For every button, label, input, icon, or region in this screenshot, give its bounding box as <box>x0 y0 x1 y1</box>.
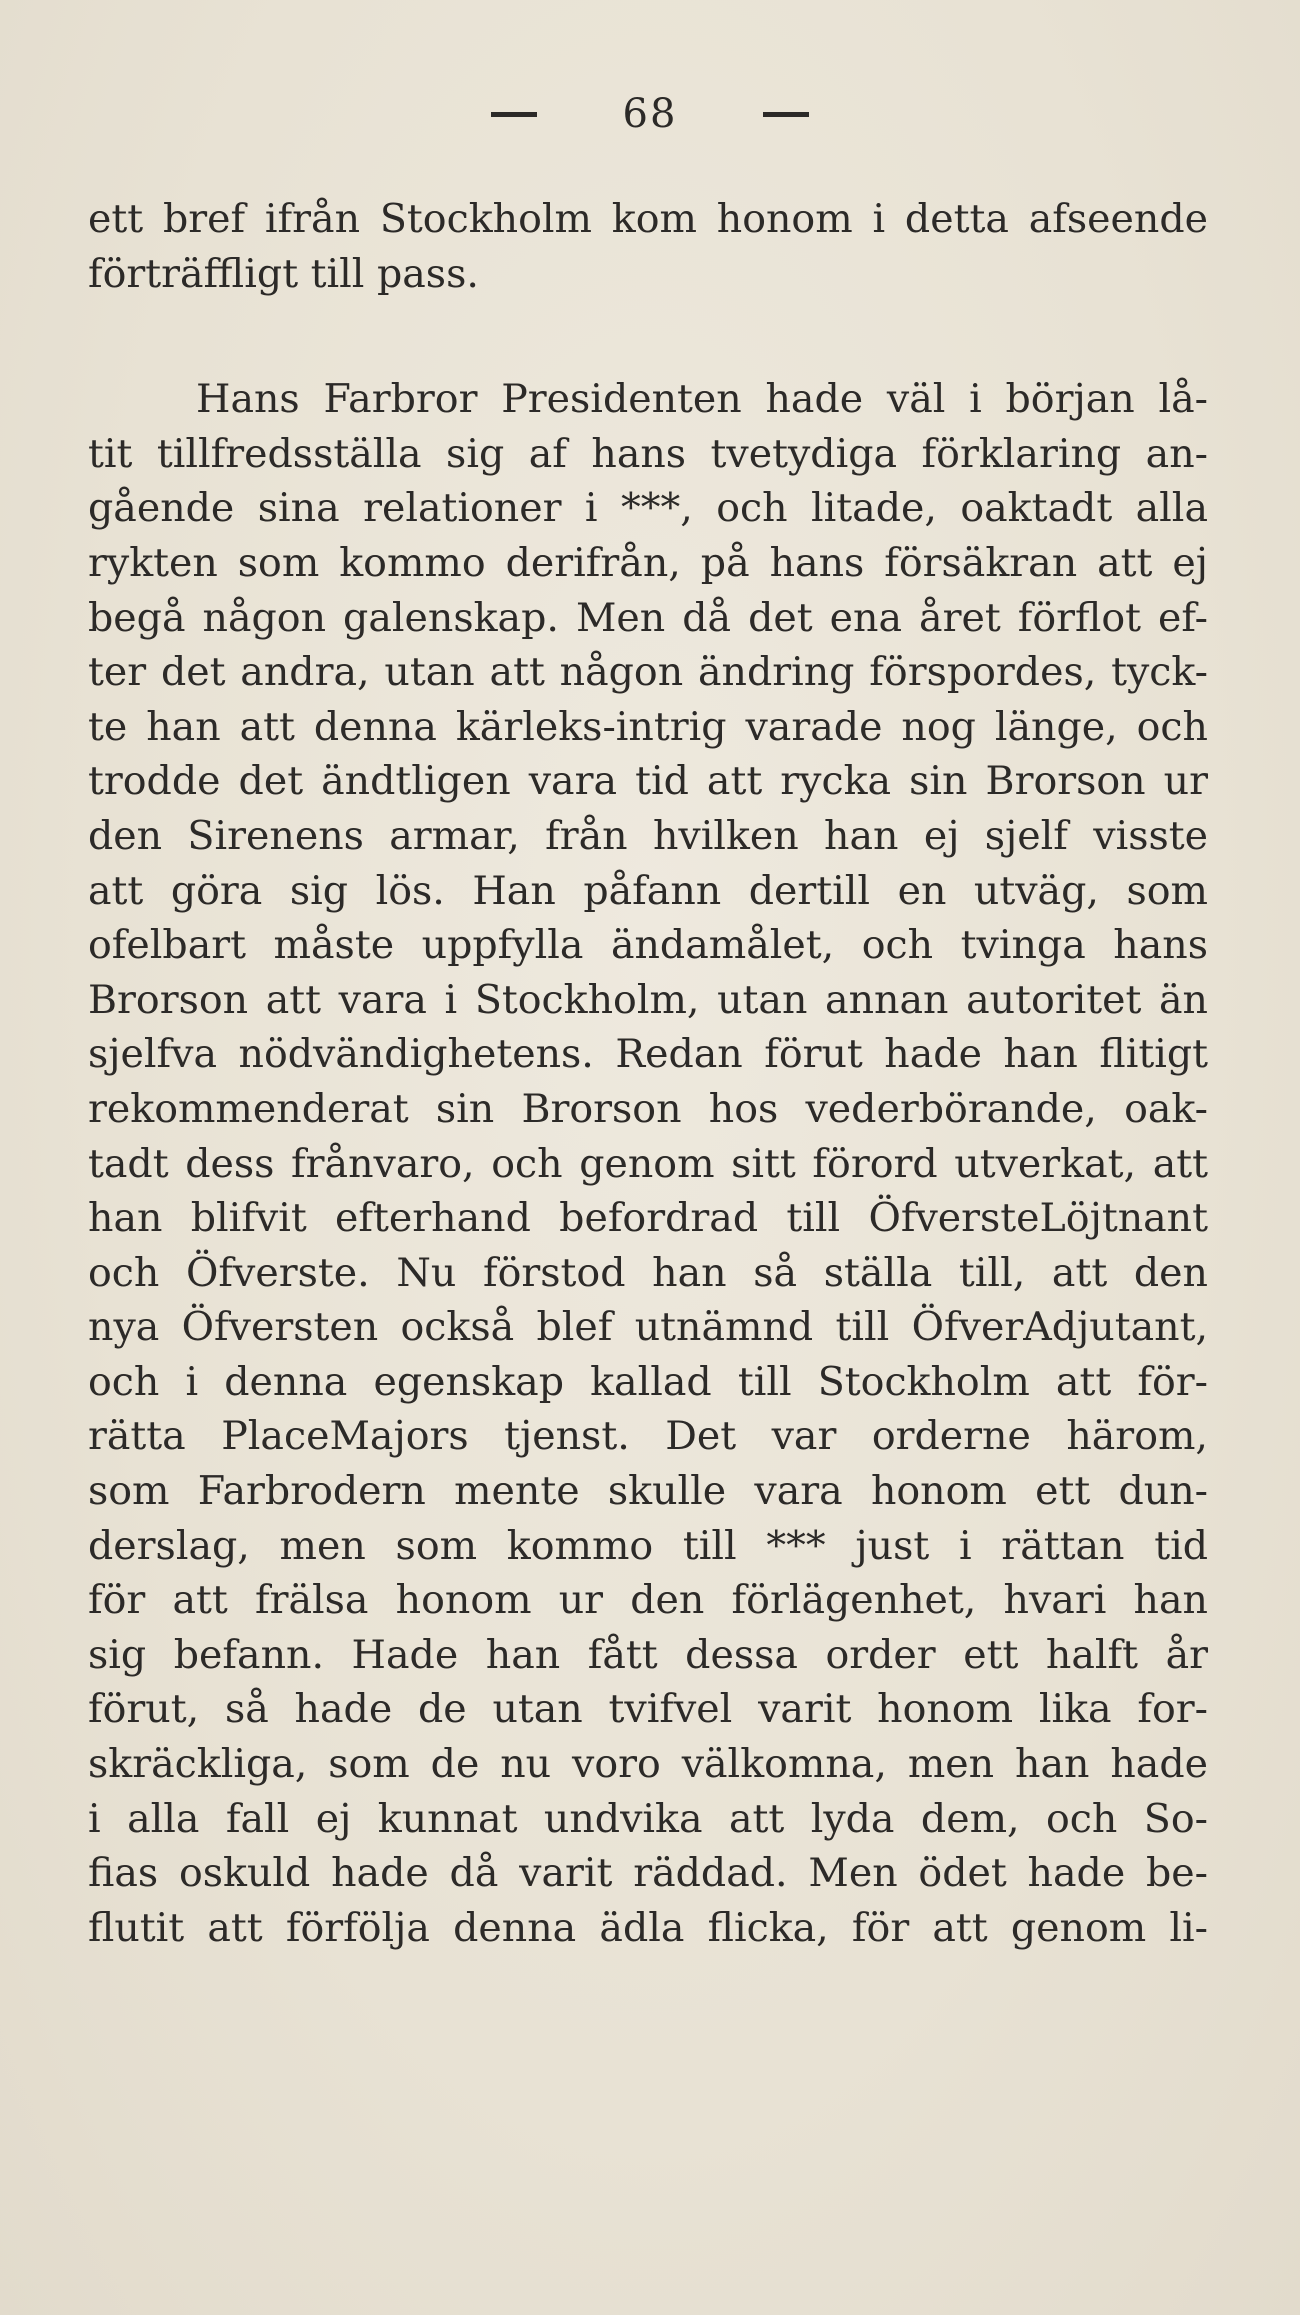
paragraph-1 <box>88 192 1208 301</box>
text-line: förträffligt till pass. <box>88 250 479 297</box>
text-line: begå någon galenskap. Men då det ena året förflot ef- <box>88 594 1208 641</box>
text-line: han blifvit efterhand befordrad till ÖfversteLöjtnant <box>88 1195 1208 1242</box>
body-text <box>88 192 1208 1955</box>
page-number: 68 <box>622 91 678 137</box>
header-dash-right <box>763 112 809 117</box>
text-line: och Öfverste. Nu förstod han så ställa till, att den <box>88 1249 1208 1296</box>
text-line: att göra sig lös. Han påfann dertill en utväg, som <box>88 867 1208 914</box>
header-dash-left <box>491 112 537 117</box>
text-line: ett bref ifrån Stockholm kom honom i detta afseende <box>88 196 1208 242</box>
text-line: gående sina relationer i ***, och litade, oaktadt alla <box>88 485 1208 532</box>
text-line: som Farbrodern mente skulle vara honom ett dun- <box>88 1468 1208 1515</box>
text-line: rekommenderat sin Brorson hos vederbörande, oak- <box>88 1085 1208 1132</box>
text-line: fias oskuld hade då varit räddad. Men ödet hade be- <box>88 1850 1208 1897</box>
text-line: nya Öfversten också blef utnämnd till ÖfverAdjutant, <box>88 1304 1208 1351</box>
text-line: i alla fall ej kunnat undvika att lyda dem, och So- <box>88 1795 1208 1842</box>
text-line: och i denna egenskap kallad till Stockholm att för- <box>88 1358 1208 1405</box>
text-line: sjelfva nödvändighetens. Redan förut hade han flitigt <box>88 1031 1208 1078</box>
text-line: tit tillfredsställa sig af hans tvetydiga förklaring an- <box>88 430 1208 477</box>
text-line: rätta PlaceMajors tjenst. Det var orderne härom, <box>88 1413 1208 1460</box>
text-line: Brorson att vara i Stockholm, utan annan autoritet än <box>88 976 1208 1023</box>
text-line: den Sirenens armar, från hvilken han ej sjelf visste <box>88 812 1208 859</box>
page-header <box>0 88 1300 137</box>
text-line: tadt dess frånvaro, och genom sitt förord utverkat, att <box>88 1140 1208 1187</box>
text-line: för att frälsa honom ur den förlägenhet, hvari han <box>88 1577 1208 1624</box>
text-line: ter det andra, utan att någon ändring förspordes, tyck- <box>88 649 1208 696</box>
text-line: sig befann. Hade han fått dessa order ett halft år <box>88 1631 1208 1678</box>
text-line: rykten som kommo derifrån, på hans försäkran att ej <box>88 539 1208 586</box>
paragraph-2 <box>88 372 1208 1955</box>
text-line: Hans Farbror Presidenten hade väl i början lå- <box>196 376 1208 423</box>
text-line: skräckliga, som de nu voro välkomna, men han hade <box>88 1741 1208 1788</box>
text-line: trodde det ändtligen vara tid att rycka sin Brorson ur <box>88 758 1208 805</box>
text-line: förut, så hade de utan tvifvel varit honom lika for- <box>88 1686 1208 1733</box>
text-line: ofelbart måste uppfylla ändamålet, och tvinga hans <box>88 922 1208 969</box>
text-line: te han att denna kärleks-intrig varade nog länge, och <box>88 703 1208 750</box>
text-line: derslag, men som kommo till *** just i rättan tid <box>88 1522 1208 1569</box>
text-line: flutit att förfölja denna ädla flicka, för att genom li- <box>88 1904 1208 1951</box>
